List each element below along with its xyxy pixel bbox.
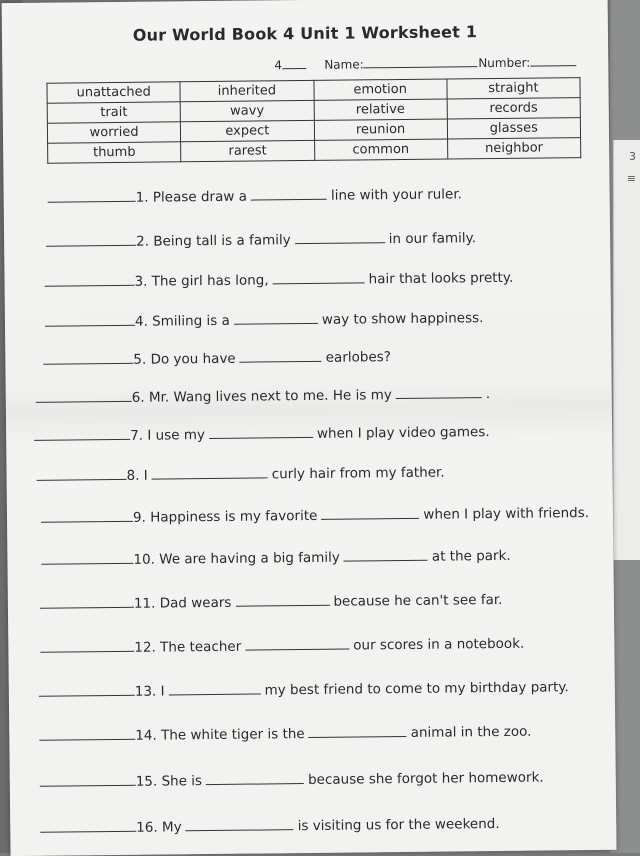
answer-blank[interactable] [46, 232, 136, 247]
question-text-end: line with your ruler. [330, 186, 463, 204]
underlying-sheet [613, 140, 640, 560]
question-text: 3. The girl has long, [134, 272, 269, 290]
inline-blank[interactable] [309, 723, 407, 738]
answer-blank[interactable] [34, 426, 130, 441]
word-bank-cell: rarest [181, 140, 314, 161]
question-text-end: because she forgot her homework. [307, 769, 544, 788]
word-bank-cell: worried [47, 122, 180, 143]
inline-blank[interactable] [186, 816, 294, 831]
answer-blank[interactable] [43, 350, 133, 365]
question-item [48, 184, 462, 206]
question-text-end: because he can't see far. [333, 591, 503, 610]
question-item [46, 228, 476, 251]
question-text-end: our scores in a notebook. [353, 635, 525, 654]
question-text: 13. I [134, 683, 165, 700]
answer-blank[interactable] [45, 312, 135, 327]
class-label: 4 [274, 58, 282, 73]
inline-blank[interactable] [251, 186, 327, 201]
question-item [41, 546, 510, 569]
question-text-end: earlobes? [325, 349, 391, 366]
question-text: 15. She is [135, 773, 203, 790]
question-item [39, 722, 531, 745]
question-item [40, 814, 500, 837]
question-text: 5. Do you have [133, 350, 236, 368]
answer-blank[interactable] [44, 272, 134, 287]
question-text-end: . [485, 386, 491, 403]
word-bank-cell: wavy [180, 100, 313, 121]
question-text: 4. Smiling is a [134, 312, 230, 330]
name-field [324, 54, 478, 72]
name-label: Name: [324, 57, 364, 72]
question-text-end: my best friend to come to my birthday party. [264, 679, 569, 699]
worksheet-paper [2, 0, 617, 856]
word-bank-cell: reunion [314, 119, 447, 140]
word-bank-cell: emotion [313, 79, 446, 100]
word-bank-cell: records [447, 98, 580, 119]
class-field [274, 56, 306, 72]
question-item [40, 768, 544, 791]
question-text: 14. The white tiger is the [135, 726, 305, 744]
inline-blank[interactable] [273, 269, 365, 284]
inline-blank[interactable] [396, 384, 482, 399]
word-bank-cell: glasses [447, 118, 580, 139]
answer-blank[interactable] [41, 550, 133, 565]
question-text-end: curly hair from my father. [271, 464, 445, 483]
inline-blank[interactable] [245, 636, 349, 651]
question-item [40, 590, 503, 613]
question-text: 6. Mr. Wang lives next to me. He is my [131, 387, 392, 406]
question-text-end: hair that looks pretty. [368, 269, 514, 288]
answer-blank[interactable] [40, 818, 136, 833]
underlying-sheet-mark: 3 [629, 150, 636, 163]
word-bank-cell: trait [47, 102, 180, 123]
answer-blank[interactable] [36, 388, 132, 403]
word-bank-cell: neighbor [447, 138, 580, 159]
inline-blank[interactable] [209, 424, 313, 439]
inline-blank[interactable] [235, 592, 329, 607]
number-label: Number: [478, 55, 531, 71]
question-text: 11. Dad wears [133, 594, 232, 612]
inline-blank[interactable] [344, 547, 428, 562]
question-text: 7. I use my [130, 427, 206, 444]
answer-blank[interactable] [39, 726, 135, 741]
question-item [44, 268, 513, 291]
question-text: 16. My [136, 819, 182, 836]
question-item [40, 634, 524, 657]
inline-blank[interactable] [152, 464, 268, 479]
question-text-end: animal in the zoo. [410, 723, 532, 741]
answer-blank[interactable] [40, 638, 134, 653]
answer-blank[interactable] [41, 508, 133, 523]
inline-blank[interactable] [295, 229, 385, 244]
question-item [36, 463, 444, 485]
word-bank-cell: common [314, 139, 447, 160]
question-item [41, 503, 589, 527]
question-text-end: at the park. [431, 547, 511, 565]
word-bank-cell: straight [447, 78, 580, 99]
question-item [43, 347, 391, 369]
word-bank-row [48, 138, 581, 164]
question-item [36, 384, 491, 407]
answer-blank[interactable] [36, 466, 126, 481]
question-text-end: when I play with friends. [423, 505, 590, 523]
answer-blank[interactable] [40, 594, 134, 609]
underlying-sheet-mark: ≡ [626, 172, 636, 185]
inline-blank[interactable] [240, 348, 322, 363]
class-blank[interactable] [282, 56, 306, 69]
question-text: 2. Being tall is a family [136, 232, 291, 250]
question-text-end: way to show happiness. [321, 310, 484, 328]
question-text: 10. We are having a big family [133, 549, 340, 568]
question-text-end: is visiting us for the weekend. [297, 815, 500, 835]
question-text: 8. I [126, 467, 148, 484]
question-text-end: in our family. [388, 230, 477, 248]
inline-blank[interactable] [168, 680, 260, 695]
answer-blank[interactable] [39, 682, 135, 697]
question-text-end: when I play video games. [316, 424, 490, 442]
question-item [39, 677, 569, 701]
inline-blank[interactable] [234, 310, 318, 325]
word-bank-cell: inherited [180, 80, 313, 101]
answer-blank[interactable] [48, 188, 136, 203]
question-item [34, 422, 490, 445]
word-bank-cell: expect [181, 120, 314, 141]
question-text: 1. Please draw a [135, 188, 248, 206]
answer-blank[interactable] [40, 772, 136, 787]
number-blank[interactable] [530, 53, 576, 66]
question-text: 9. Happiness is my favorite [132, 507, 318, 526]
word-bank-cell: thumb [48, 142, 181, 163]
word-bank-table [46, 77, 581, 164]
number-field [478, 53, 576, 70]
word-bank-cell: relative [314, 99, 447, 120]
question-text: 12. The teacher [134, 638, 242, 656]
name-blank[interactable] [364, 54, 478, 68]
question-item [45, 308, 484, 331]
inline-blank[interactable] [321, 505, 419, 520]
inline-blank[interactable] [206, 770, 304, 785]
worksheet-title: Our World Book 4 Unit 1 Worksheet 1 [132, 22, 478, 45]
word-bank-cell: unattached [47, 82, 180, 103]
